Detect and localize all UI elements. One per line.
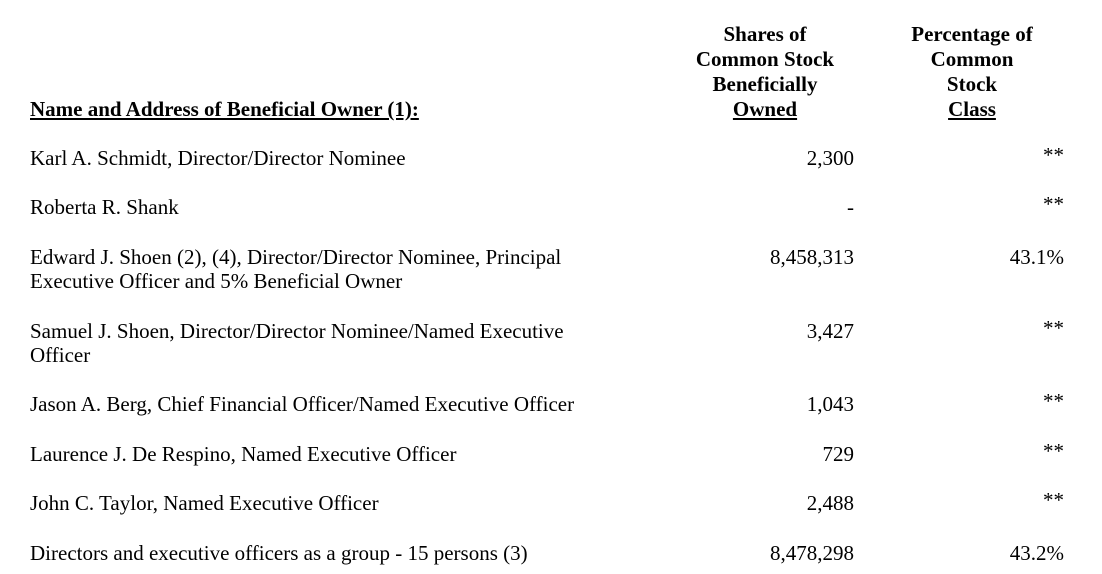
owner-name <box>30 541 630 565</box>
owner-name <box>30 491 630 515</box>
owner-name-line: Directors and executive officers as a group - 15 persons (3) <box>30 541 528 565</box>
owner-name <box>30 442 630 466</box>
shares-owned-value: 8,458,313 <box>770 245 854 269</box>
header-name-address: Name and Address of Beneficial Owner (1): <box>30 97 419 121</box>
percentage-text: 43.2% <box>1009 541 1064 565</box>
header-pct-line-2: Common <box>930 47 1014 71</box>
owner-name <box>30 195 630 219</box>
header-shares-owned <box>660 22 870 122</box>
percentage-value <box>914 389 1064 416</box>
owner-name-line: John C. Taylor, Named Executive Officer <box>30 491 379 515</box>
shares-owned-value: - <box>847 195 854 219</box>
owner-name-line: Executive Officer and 5% Beneficial Owner <box>30 269 403 293</box>
percentage-text: ** <box>1043 143 1064 167</box>
owner-name-line: Jason A. Berg, Chief Financial Officer/Named Executive Officer <box>30 392 575 416</box>
percentage-value <box>914 316 1064 343</box>
shares-owned-value: 1,043 <box>806 392 854 416</box>
header-shares-line-2: Common Stock <box>695 47 835 71</box>
header-percentage-class <box>880 22 1064 122</box>
percentage-value <box>914 541 1064 565</box>
owner-name-line: Officer <box>30 343 91 367</box>
shares-owned-value: 729 <box>822 442 854 466</box>
owner-name <box>30 319 630 367</box>
owner-name-line: Karl A. Schmidt, Director/Director Nominee <box>30 146 406 170</box>
owner-name-line: Laurence J. De Respino, Named Executive Officer <box>30 442 457 466</box>
header-pct-line-4: Class <box>948 97 996 121</box>
percentage-text: ** <box>1043 316 1064 340</box>
header-shares-line-3: Beneficially <box>712 72 818 96</box>
owner-name <box>30 245 630 293</box>
percentage-text: ** <box>1043 389 1064 413</box>
owner-name <box>30 392 630 416</box>
percentage-value <box>914 143 1064 170</box>
percentage-text: ** <box>1043 488 1064 512</box>
percentage-text: ** <box>1043 439 1064 463</box>
percentage-text: ** <box>1043 192 1064 216</box>
owner-name-line: Edward J. Shoen (2), (4), Director/Director Nominee, Principal <box>30 245 562 269</box>
owner-name-line: Roberta R. Shank <box>30 195 179 219</box>
shares-owned-value: 2,300 <box>806 146 854 170</box>
percentage-text: 43.1% <box>1009 245 1064 269</box>
shares-owned-value: 2,488 <box>806 491 854 515</box>
shares-owned-value: 3,427 <box>806 319 854 343</box>
owner-name <box>30 146 630 170</box>
header-shares-line-1: Shares of <box>723 22 807 46</box>
header-pct-line-3: Stock <box>946 72 998 96</box>
owner-name-line: Samuel J. Shoen, Director/Director Nominee/Named Executive <box>30 319 564 343</box>
header-shares-line-4: Owned <box>732 97 798 121</box>
percentage-value <box>914 245 1064 269</box>
shares-owned-value: 8,478,298 <box>770 541 854 565</box>
percentage-value <box>914 439 1064 466</box>
header-pct-line-1: Percentage of <box>911 22 1033 46</box>
percentage-value <box>914 192 1064 219</box>
percentage-value <box>914 488 1064 515</box>
